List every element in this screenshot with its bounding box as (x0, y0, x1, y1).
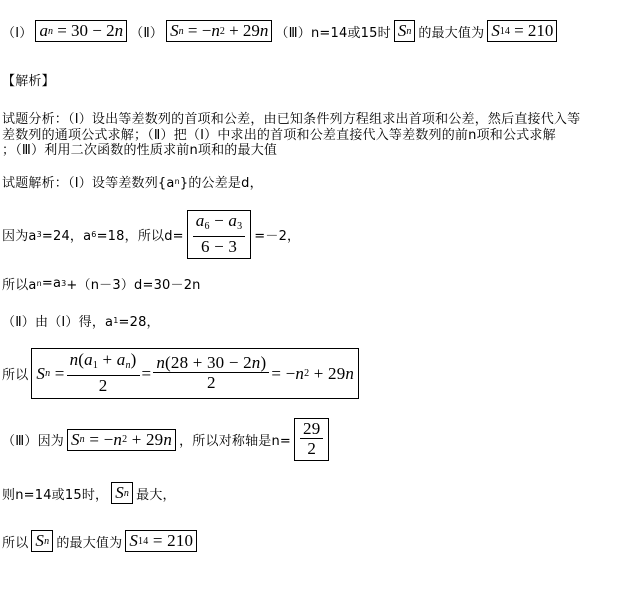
analysis-line-3: ；（Ⅲ）利用二次函数的性质求前n项和的最大值 (2, 143, 278, 158)
part3-label: （Ⅲ） (275, 25, 311, 41)
solution-line-3: 所以a n =a 3 +（n－3）d=30－2n (2, 276, 201, 293)
solution-text-4b: =28， (118, 315, 160, 330)
fraction-d: $\frac{a_6 - a_3}{6 - 3}$ (187, 210, 252, 259)
solution-text-2a: 因为a (2, 229, 37, 244)
solution-line-8 (2, 530, 200, 552)
solution-text-2b: =24，a (41, 229, 92, 244)
analysis-line-1: 试题分析：（Ⅰ）设出等差数列的首项和公差，由已知条件列方程组求出首项和公差，然后直接代入等 (2, 112, 581, 127)
part1-label: （Ⅰ） (2, 25, 33, 41)
axis-fraction: $\frac{29}{2}$ (294, 418, 329, 461)
analysis-heading: 【解析】 (2, 74, 55, 89)
solution-line-6 (2, 418, 332, 461)
solution-text-3a: 所以a (2, 278, 37, 293)
formula-sn-2: S n = − n 2 + 29 n (67, 429, 176, 451)
part2-label: （Ⅱ） (130, 25, 164, 41)
formula-sn-4: S n (31, 530, 53, 552)
formula-sn: S n = − n 2 + 29 n (166, 20, 272, 42)
sum-formula: S n = $\frac{n(a_1 + a_n)}{2}$ = $\frac{n(28 + 30 - 2n)}{2}$ = − n 2 + 29 n (31, 348, 359, 399)
analysis-line-2: 差数列的通项公式求解；（Ⅱ）把（Ⅰ）中求出的首项和公差直接代入等差数列的前n项和公式求解 (2, 128, 556, 143)
solution-text-6b: ，所以对称轴是n= (179, 434, 292, 449)
solution-text-7a: 则n=14或15时， (2, 487, 109, 503)
solution-text-1b: }的公差是d， (179, 176, 263, 191)
solution-text-3c: +（n－3）d=30－2n (66, 278, 201, 293)
solution-text-6a: （Ⅲ）因为 (2, 434, 64, 449)
part3-condition: n=14或15时 (310, 25, 391, 41)
solution-line-1: 试题解析：（Ⅰ）设等差数列{a n }的公差是d， (2, 172, 263, 191)
max-text: 的最大值为 (418, 25, 485, 41)
solution-text-5: 所以 (2, 368, 29, 383)
solution-line-2: 因为a 3 =24，a 6 =18，所以d= $\frac{a_6 - a_3}{6 - 3}$ =－2， (2, 210, 300, 259)
solution-text-2d: =－2， (254, 229, 301, 244)
solution-line-7 (2, 482, 176, 504)
solution-text-2c: =18，所以d= (96, 229, 184, 244)
solution-text-8b: 的最大值为 (56, 535, 123, 551)
solution-text-7b: 最大， (136, 487, 176, 503)
solution-text-8a: 所以 (2, 535, 29, 551)
solution-text-3b: =a (41, 276, 62, 291)
formula-s14: S 14 = 210 (487, 20, 557, 42)
solution-text-4a: （Ⅱ）由（Ⅰ）得，a (2, 315, 114, 330)
formula-sn-symbol: S n (394, 20, 416, 42)
solution-line-5 (2, 348, 362, 399)
formula-an: a n = 30 − 2 n (35, 20, 127, 42)
formula-s14-2: S 14 = 210 (125, 530, 197, 552)
solution-line-4: （Ⅱ）由（Ⅰ）得，a 1 =28， (2, 311, 160, 330)
formula-sn-3: S n (111, 482, 133, 504)
answer-line (2, 20, 560, 42)
solution-text-1a: 试题解析：（Ⅰ）设等差数列{a (2, 176, 175, 191)
